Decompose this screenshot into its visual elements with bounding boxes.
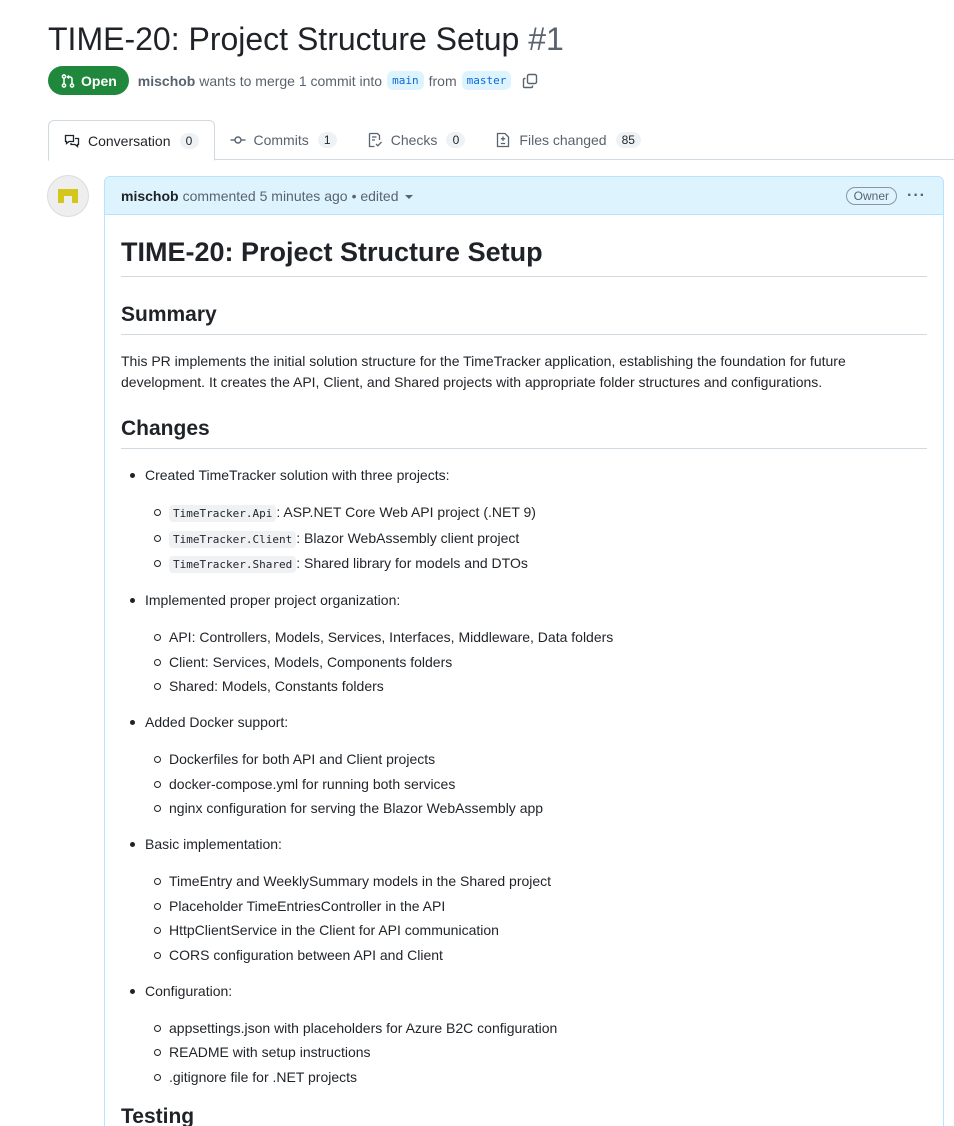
- checklist-icon: [367, 132, 383, 148]
- status-label: Open: [81, 72, 117, 89]
- sub-list: [145, 1018, 927, 1088]
- sub-list-item: TimeEntry and WeeklySummary models in the Shared project: [169, 871, 927, 892]
- list-item-text: Created TimeTracker solution with three projects:: [145, 467, 450, 483]
- list-item-text: Implemented proper project organization:: [145, 592, 401, 608]
- sub-list-item-text: : ASP.NET Core Web API project (.NET 9): [276, 504, 536, 520]
- body-heading: TIME-20: Project Structure Setup: [121, 235, 927, 277]
- sub-list-item: API: Controllers, Models, Services, Interfaces, Middleware, Data folders: [169, 627, 927, 648]
- summary-text: This PR implements the initial solution structure for the TimeTracker application, establishing the foundation for future development. It creates the API, Client, and Shared projects with appropriate folder structures and configurations.: [121, 353, 846, 390]
- pr-title-text: TIME-20: Project Structure Setup: [48, 21, 520, 57]
- sub-list-item: Shared: Models, Constants folders: [169, 676, 927, 697]
- tab-count: 0: [446, 132, 465, 148]
- pr-author-link[interactable]: mischob: [137, 72, 196, 89]
- sub-list-item: nginx configuration for serving the Blazor WebAssembly app: [169, 798, 927, 819]
- caret-down-icon: [405, 195, 413, 199]
- list-item: [145, 590, 927, 697]
- changes-list: [121, 465, 927, 1088]
- file-diff-icon: [495, 132, 511, 148]
- inline-code: TimeTracker.Client: [169, 531, 296, 548]
- sub-list-item-text: : Blazor WebAssembly client project: [296, 529, 520, 546]
- comment-discussion-icon: [64, 133, 80, 149]
- owner-badge: Owner: [846, 187, 897, 205]
- sub-list: [145, 749, 927, 819]
- inline-code: TimeTracker.Api: [169, 505, 276, 522]
- tab-label: Conversation: [88, 132, 171, 149]
- pr-meta: [48, 66, 538, 95]
- avatar-identicon: [58, 189, 78, 203]
- tab-label: Files changed: [519, 132, 607, 148]
- list-item: [145, 712, 927, 819]
- sub-list-item: README with setup instructions: [169, 1042, 927, 1063]
- sub-list: [145, 871, 927, 966]
- pr-tabs: [48, 120, 954, 160]
- edited-label: • edited: [351, 187, 399, 204]
- list-item-text: Basic implementation:: [145, 836, 282, 852]
- list-item: [145, 834, 927, 966]
- changes-heading: Changes: [121, 415, 927, 449]
- kebab-menu-icon[interactable]: ···: [907, 186, 926, 204]
- sub-list: [145, 502, 927, 575]
- merge-description: [138, 71, 539, 90]
- tab-count: 1: [318, 132, 337, 148]
- git-commit-icon: [230, 132, 246, 148]
- sub-list-item-text: : Shared library for models and DTOs: [296, 555, 528, 571]
- git-pull-request-icon: [60, 73, 76, 89]
- sub-list-item: appsettings.json with placeholders for Azure B2C configuration: [169, 1018, 927, 1039]
- sub-list-item: [169, 553, 927, 575]
- pr-number: #1: [528, 21, 564, 57]
- merge-text: wants to merge 1 commit into: [199, 72, 383, 89]
- head-branch[interactable]: master: [462, 71, 512, 90]
- comment-author-link[interactable]: mischob: [121, 187, 179, 204]
- tab-commits[interactable]: [215, 120, 352, 160]
- tab-files-changed[interactable]: [480, 120, 656, 160]
- tab-count: 0: [180, 133, 199, 149]
- avatar[interactable]: [47, 175, 89, 217]
- sub-list-item: HttpClientService in the Client for API communication: [169, 920, 927, 941]
- tab-label: Checks: [390, 132, 438, 148]
- from-text: from: [428, 72, 457, 89]
- testing-heading: Testing: [121, 1103, 927, 1126]
- sub-list-item: Client: Services, Models, Components folders: [169, 652, 927, 673]
- status-badge: [48, 66, 129, 95]
- comment-body: [105, 215, 943, 1126]
- sub-list-item: [169, 528, 927, 550]
- tab-label: Commits: [253, 132, 309, 148]
- sub-list-item: .gitignore file for .NET projects: [169, 1067, 927, 1088]
- tab-count: 85: [616, 132, 641, 148]
- comment-box: [104, 176, 944, 1126]
- sub-list-item: CORS configuration between API and Client: [169, 945, 927, 966]
- edited-dropdown[interactable]: [352, 188, 413, 204]
- comment-timestamp[interactable]: commented 5 minutes ago: [182, 187, 348, 204]
- sub-list: [145, 627, 927, 697]
- sub-list-item: docker-compose.yml for running both services: [169, 774, 927, 795]
- sub-list-item: Placeholder TimeEntriesController in the API: [169, 896, 927, 917]
- sub-list-item: [169, 502, 927, 524]
- tab-checks[interactable]: [352, 120, 481, 160]
- page-title: [48, 18, 564, 60]
- comment-header: [105, 177, 943, 215]
- summary-heading: Summary: [121, 301, 927, 335]
- inline-code: TimeTracker.Shared: [169, 556, 296, 573]
- list-item-text: Added Docker support:: [145, 714, 289, 730]
- sub-list-item: Dockerfiles for both API and Client projects: [169, 749, 927, 770]
- base-branch[interactable]: main: [387, 71, 424, 90]
- list-item-text: Configuration:: [145, 982, 233, 999]
- tab-conversation[interactable]: [48, 120, 215, 161]
- list-item: [145, 981, 927, 1088]
- copy-icon[interactable]: [522, 73, 538, 89]
- pr-header: [48, 18, 564, 60]
- list-item: [145, 465, 927, 575]
